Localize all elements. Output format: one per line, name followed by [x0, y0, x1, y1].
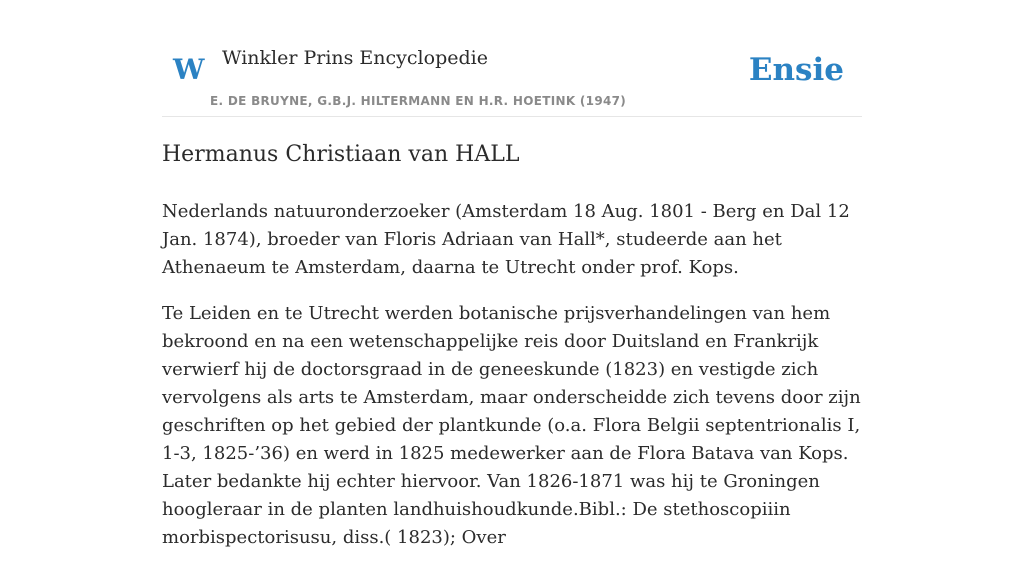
source-authors: E. DE BRUYNE, G.B.J. HILTERMANN EN H.R. HOETINK (1947)	[210, 94, 627, 108]
article-title: Hermanus Christiaan van HALL	[162, 142, 520, 167]
article-paragraph: Te Leiden en te Utrecht werden botanische prijsverhandelingen van hem bekroond en na een wetenschappelijke reis door Duitsland en Frankrijk verwierf hij de doctorsgraad in de geneeskunde (1823) en vestigde zich vervolgens als arts te Amsterdam, maar onderscheidde zich tevens door zijn geschriften op het gebied der plantkunde (o.a. Flora Belgii septentrionalis I, 1-3, 1825-’36) en werd in 1825 medewerker aan de Flora Batava van Kops. Later bedankte hij echter hiervoor. Van 1826-1871 was hij te Groningen hoogleraar in de planten landhuishoudkunde.Bibl.: De stethoscopiiin morbispectorisusu, diss.( 1823); Over	[162, 303, 861, 548]
article-paragraph: Nederlands natuuronderzoeker (Amsterdam 18 Aug. 1801 - Berg en Dal 12 Jan. 1874), broeder van Floris Adriaan van Hall*, studeerde aan het Athenaeum te Amsterdam, daarna te Utrecht onder prof. Kops.	[162, 201, 850, 278]
source-title[interactable]: Winkler Prins Encyclopedie	[222, 47, 488, 69]
ensie-logo[interactable]: Ensie	[748, 52, 844, 88]
winkler-prins-logo[interactable]: W	[173, 53, 205, 86]
article-content	[162, 136, 862, 570]
source-header	[162, 0, 862, 117]
